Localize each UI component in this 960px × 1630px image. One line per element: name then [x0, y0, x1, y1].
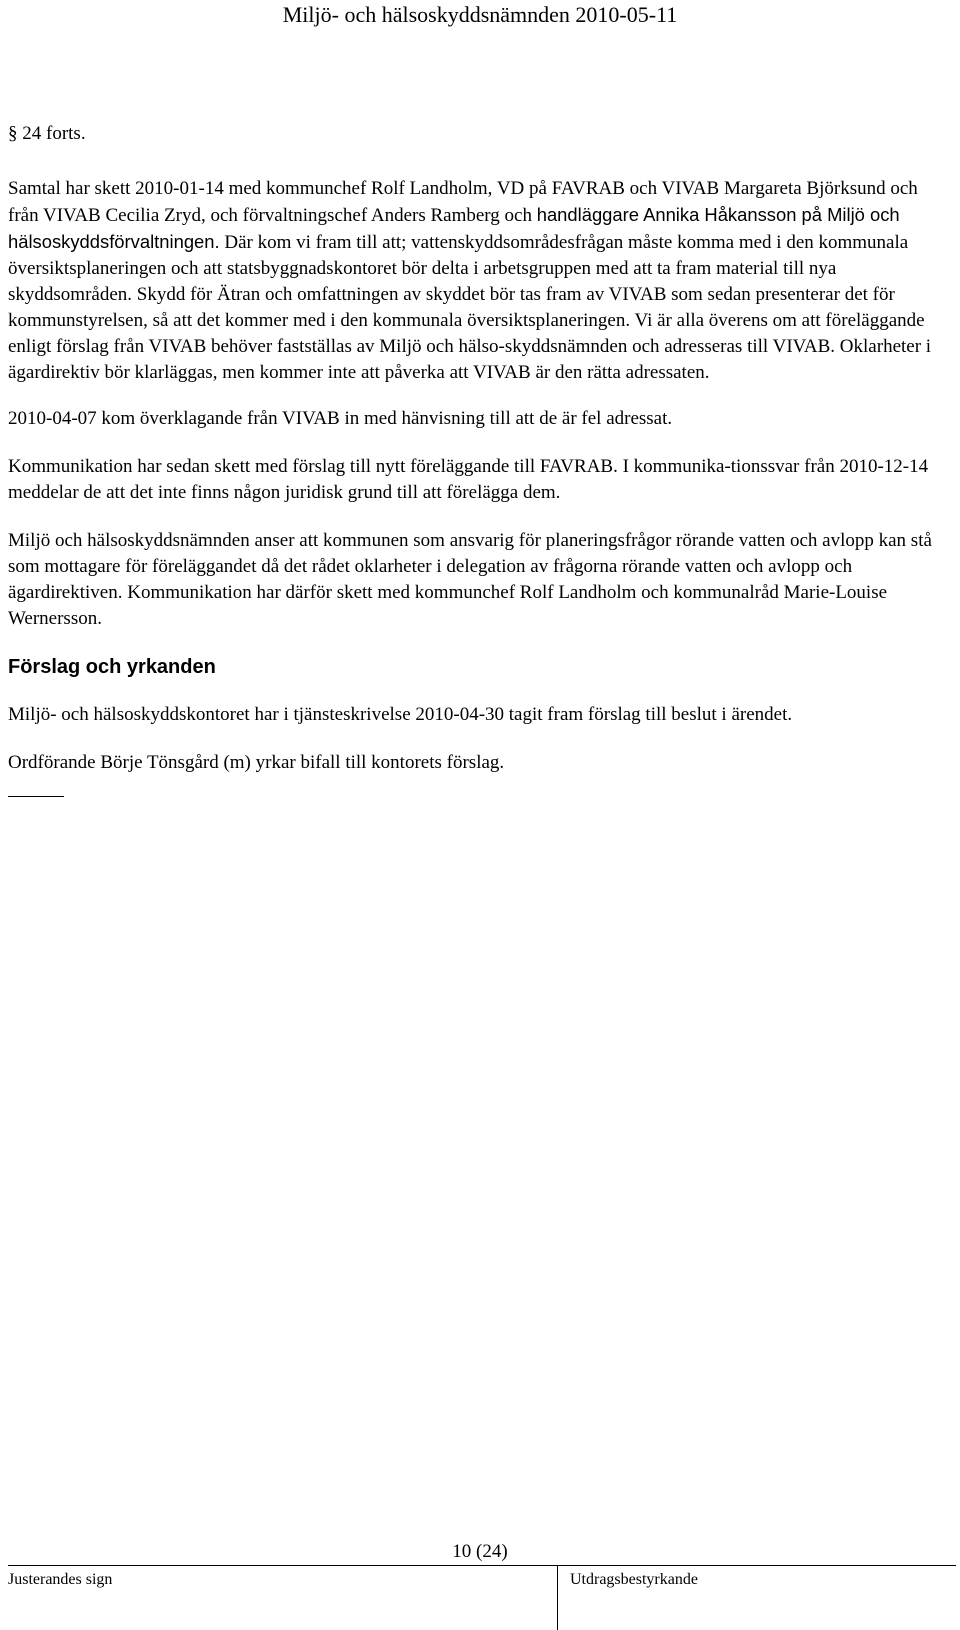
- paragraph-office-proposal: Miljö- och hälsoskyddskontoret har i tjänsteskrivelse 2010-04-30 tagit fram förslag till beslut i ärendet.: [8, 704, 793, 725]
- paragraph-committee-view: Miljö och hälsoskyddsnämnden anser att kommunen som ansvarig för planeringsfrågor rörande vatten och avlopp kan stå som mottagare för föreläggandet då det rådet oklarheter i delegation av frågorna rörande vatten och avlopp och ägardirektiven. Kommunikation har därför skett med kommunchef Rolf Landholm och kommunalråd Marie-Louise Wernersson.: [8, 530, 932, 629]
- paragraph-appeal: 2010-04-07 kom överklagande från VIVAB in med hänvisning till att de är fel adressat.: [8, 408, 673, 429]
- footer-certification-label: Utdragsbestyrkande: [570, 1571, 698, 1588]
- end-of-section-rule: [8, 796, 64, 797]
- document-body: [8, 176, 952, 797]
- page-header-title: Miljö- och hälsoskyddsnämnden 2010-05-11: [282, 2, 678, 27]
- section-heading-proposals: Förslag och yrkanden: [8, 656, 216, 678]
- footer-rule: [8, 1565, 956, 1566]
- footer-divider: [557, 1566, 558, 1630]
- paragraph-communication: Kommunikation har sedan skett med förslag till nytt föreläggande till FAVRAB. I kommunika-tionssvar från 2010-12-14 meddelar de att det inte finns någon juridisk grund till att förelägga dem.: [8, 456, 929, 503]
- section-reference: § 24 forts.: [8, 123, 86, 144]
- paragraph-chair-motion: Ordförande Börje Tönsgård (m) yrkar bifall till kontorets förslag.: [8, 752, 505, 773]
- footer-signature-label: Justerandes sign: [8, 1571, 113, 1588]
- paragraph-meeting-summary-text-2: Där kom vi fram till att; vattenskyddsområdesfrågan måste komma med i den kommunala översiktsplaneringen och att statsbyggnadskontoret bör delta i arbetsgruppen med att ta fram material till nya skyddsområden. Skydd för Ätran och omfattningen av skyddet bör tas fram av VIVAB som sedan presenterar det för kommunstyrelsen, så att det kommer med i den kommunala översiktsplaneringen. Vi är alla överens om att föreläggande enligt förslag från VIVAB behöver fastställas av Miljö och hälso-skyddsnämnden och adresseras till VIVAB. Oklarheter i ägardirektiv bör klarläggas, men kommer inte att påverka att VIVAB är den rätta adressaten.: [8, 232, 932, 383]
- paragraph-meeting-summary-text-1: Samtal har skett 2010-01-14 med kommunchef Rolf Landholm, VD på FAVRAB och VIVAB Margareta Björksund och från VIVAB Cecilia Zryd, och förvaltningschef Anders Ramberg och: [8, 178, 918, 226]
- paragraph-meeting-summary-text-sans: handläggare Annika Håkansson på Miljö och hälsoskyddsförvaltningen.: [8, 204, 900, 252]
- paragraph-meeting-summary: [8, 176, 952, 386]
- page-number: 10 (24): [452, 1541, 508, 1562]
